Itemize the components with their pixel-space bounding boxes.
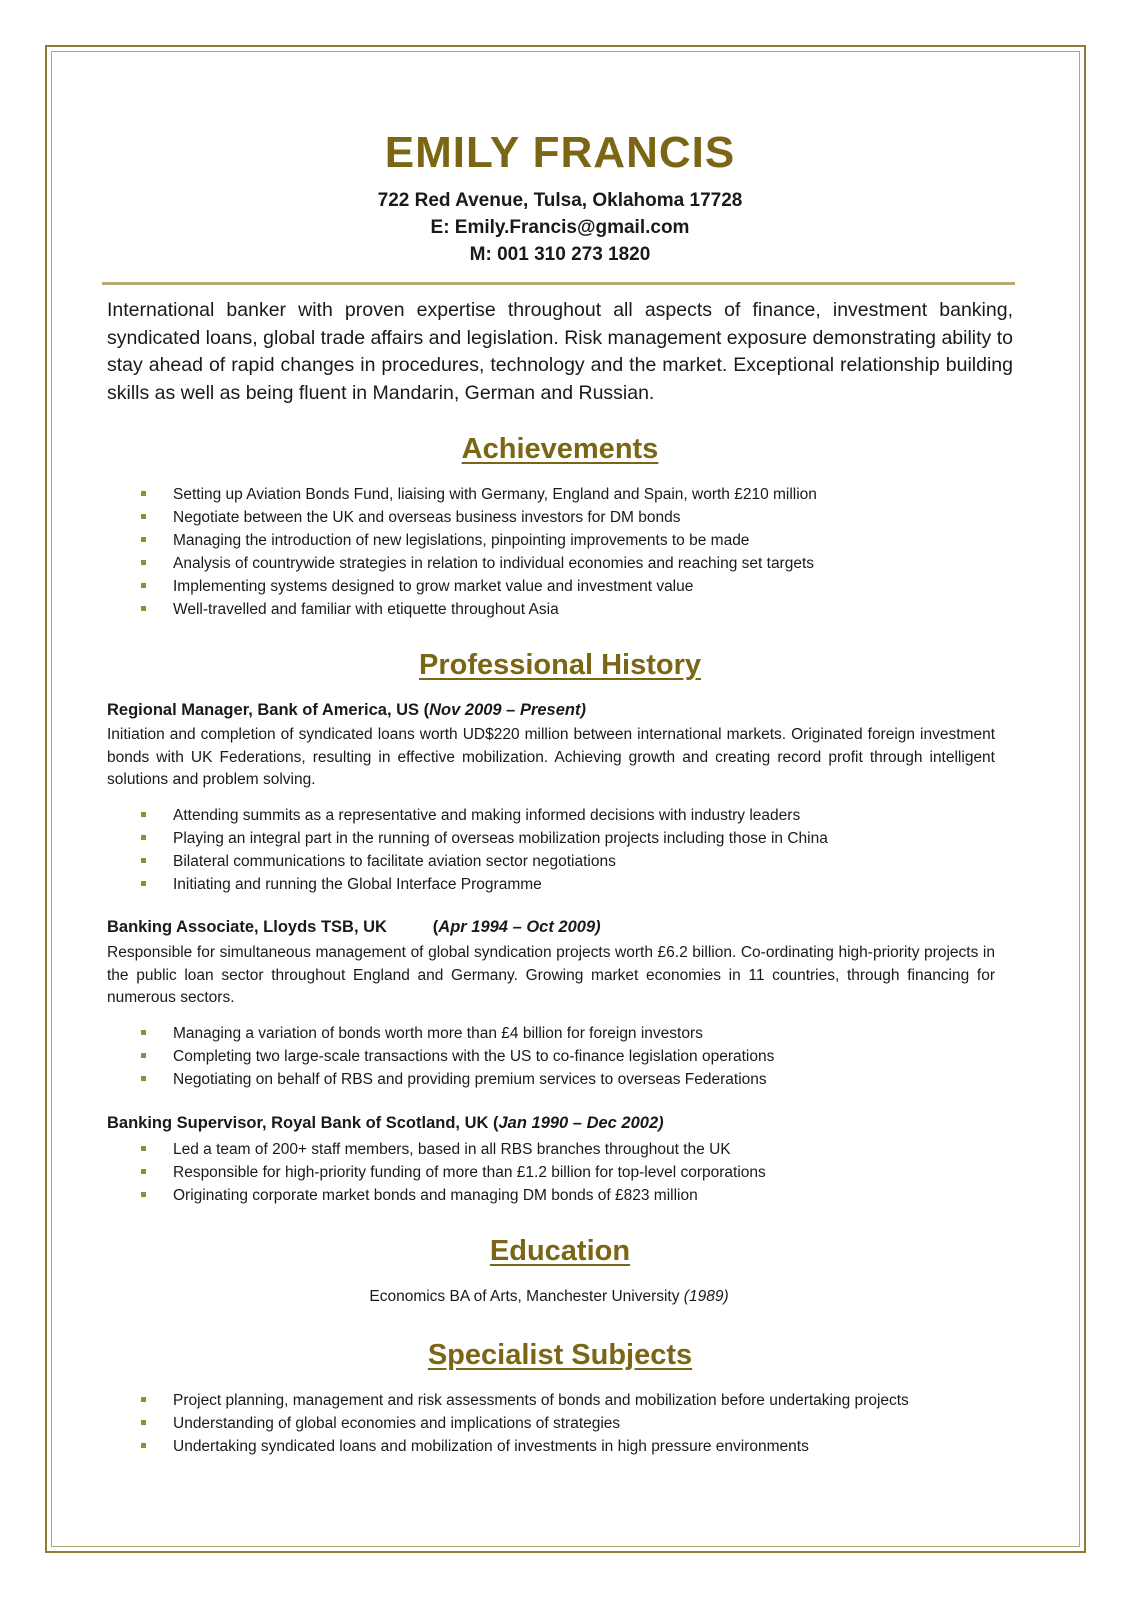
achievements-heading: Achievements	[461, 433, 659, 465]
bullet-icon	[141, 1192, 146, 1197]
specialist-heading: Specialist Subjects	[427, 1339, 693, 1371]
list-item: Setting up Aviation Bonds Fund, liaising with Germany, England and Spain, worth £210 million	[107, 483, 1013, 506]
list-item: Undertaking syndicated loans and mobilization of investments in high pressure environments	[107, 1435, 1013, 1458]
list-item: Originating corporate market bonds and managing DM bonds of £823 million	[107, 1184, 1013, 1207]
job-1-list	[107, 804, 1013, 896]
email: E: Emily.Francis@gmail.com	[430, 217, 690, 238]
bullet-icon	[141, 835, 146, 840]
bullet-icon	[141, 1443, 146, 1448]
job-2-list	[107, 1022, 1013, 1091]
bullet-icon	[141, 1076, 146, 1081]
bullet-icon	[141, 537, 146, 542]
bullet-icon	[141, 1420, 146, 1425]
specialist-list	[107, 1389, 1013, 1458]
list-item: Well-travelled and familiar with etiquette throughout Asia	[107, 598, 1013, 621]
bullet-icon	[141, 1169, 146, 1174]
list-item: Bilateral communications to facilitate aviation sector negotiations	[107, 850, 1013, 873]
bullet-icon	[141, 606, 146, 611]
list-item: Managing a variation of bonds worth more than £4 billion for foreign investors	[107, 1022, 1013, 1045]
bullet-icon	[141, 881, 146, 886]
job-description-1: Initiation and completion of syndicated loans worth UD$220 million between international markets. Originated foreign investment bonds with UK Federations, resulting in effective mobilization. Achieving growth and creating record profit through intelligent solutions and problem solving.	[107, 726, 995, 788]
bullet-icon	[141, 560, 146, 565]
list-item: Understanding of global economies and implications of strategies	[107, 1412, 1013, 1435]
bullet-icon	[141, 1053, 146, 1058]
list-item: Completing two large-scale transactions with the US to co-finance legislation operations	[107, 1045, 1013, 1068]
education-entry: Economics BA of Arts, Manchester University (1989)	[369, 1288, 729, 1305]
list-item: Project planning, management and risk assessments of bonds and mobilization before undertaking projects	[107, 1389, 1013, 1412]
bullet-icon	[141, 1030, 146, 1035]
job-description-2: Responsible for simultaneous management of global syndication projects worth £6.2 billion. Co-ordinating high-priority projects in the public loan sector throughout England and Germany. Growing market economies in 11 countries, through financing for numerous sectors.	[107, 944, 995, 1006]
list-item: Attending summits as a representative and making informed decisions with industry leaders	[107, 804, 1013, 827]
bullet-icon	[141, 1397, 146, 1402]
history-heading: Professional History	[418, 649, 702, 681]
list-item: Implementing systems designed to grow market value and investment value	[107, 575, 1013, 598]
mobile: M: 001 310 273 1820	[469, 244, 651, 265]
list-item: Responsible for high-priority funding of more than £1.2 billion for top-level corporations	[107, 1161, 1013, 1184]
profile-summary: International banker with proven expertise throughout all aspects of finance, investment banking, syndicated loans, global trade affairs and legislation. Risk management exposure demonstrating ability to stay ahead of rapid changes in procedures, technology and the market. Exceptional relationship building skills as well as being fluent in Mandarin, German and Russian.	[107, 299, 1013, 404]
list-item: Negotiating on behalf of RBS and providing premium services to overseas Federations	[107, 1068, 1013, 1091]
candidate-name: EMILY FRANCIS	[384, 128, 736, 177]
page-border-inner	[51, 51, 1080, 1547]
achievements-list	[107, 483, 1013, 621]
job-title-2: Banking Associate, Lloyds TSB, UK (Apr 1994 – Oct 2009)	[107, 918, 601, 936]
list-item: Playing an integral part in the running of overseas mobilization projects including those in China	[107, 827, 1013, 850]
list-item: Led a team of 200+ staff members, based in all RBS branches throughout the UK	[107, 1138, 1013, 1161]
list-item: Managing the introduction of new legislations, pinpointing improvements to be made	[107, 529, 1013, 552]
header-divider	[102, 282, 1015, 285]
list-item: Initiating and running the Global Interface Programme	[107, 873, 1013, 896]
bullet-icon	[141, 583, 146, 588]
job-3-list	[107, 1138, 1013, 1207]
job-title-3: Banking Supervisor, Royal Bank of Scotland, UK (Jan 1990 – Dec 2002)	[107, 1114, 664, 1132]
bullet-icon	[141, 812, 146, 817]
bullet-icon	[141, 1146, 146, 1151]
list-item: Negotiate between the UK and overseas business investors for DM bonds	[107, 506, 1013, 529]
bullet-icon	[141, 514, 146, 519]
bullet-icon	[141, 858, 146, 863]
bullet-icon	[141, 491, 146, 496]
list-item: Analysis of countrywide strategies in relation to individual economies and reaching set targets	[107, 552, 1013, 575]
job-title-1: Regional Manager, Bank of America, US (Nov 2009 – Present)	[107, 701, 586, 719]
address: 722 Red Avenue, Tulsa, Oklahoma 17728	[377, 190, 743, 211]
education-heading: Education	[489, 1235, 631, 1267]
page-border	[45, 45, 1086, 1553]
